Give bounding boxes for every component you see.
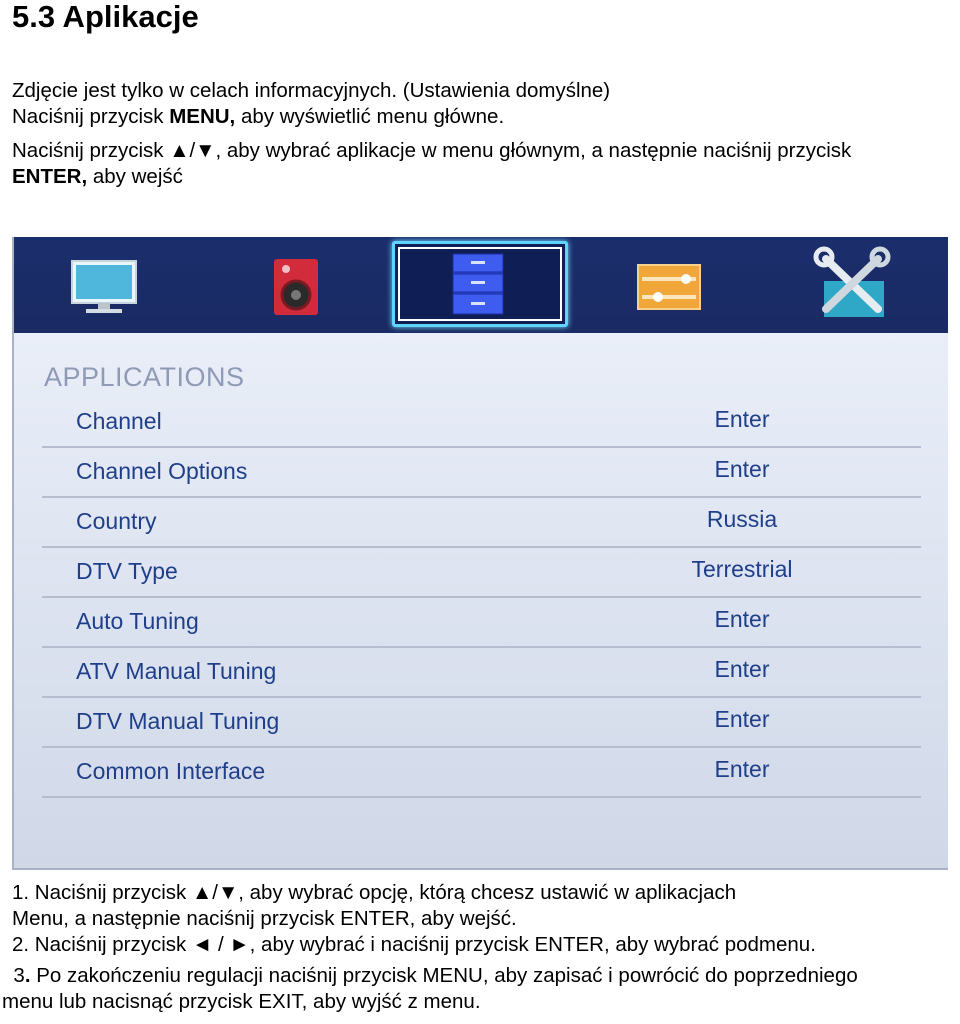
menu-item-channel[interactable]: [42, 396, 921, 448]
sliders-icon: [580, 237, 756, 333]
menu-item-value: Enter: [714, 456, 770, 482]
menu-item-country[interactable]: [42, 496, 921, 548]
menu-item-auto-tuning[interactable]: [42, 596, 921, 648]
menu-item-label: DTV Type: [76, 558, 178, 584]
menu-item-label: Channel: [76, 408, 162, 434]
intro-enter-key: ENTER,: [12, 165, 88, 188]
instruction-steps: [2, 880, 960, 1015]
tab-applications[interactable]: [392, 241, 568, 327]
menu-item-channel-options[interactable]: [42, 446, 921, 498]
intro-line-4: [12, 164, 958, 190]
tools-icon: [774, 237, 948, 333]
tab-sound[interactable]: [210, 237, 386, 333]
menu-item-value: Terrestrial: [691, 556, 793, 582]
intro-line-2: [12, 104, 958, 130]
menu-tab-bar: [14, 237, 948, 333]
tv-menu-screenshot: [12, 237, 948, 870]
menu-item-label: DTV Manual Tuning: [76, 708, 280, 734]
menu-item-value: Enter: [714, 756, 770, 782]
intro-text: [12, 78, 958, 190]
menu-item-label: Country: [76, 508, 157, 534]
intro-line-1: Zdjęcie jest tylko w celach informacyjnych. (Ustawienia domyślne): [12, 79, 611, 102]
step-2: 2. Naciśnij przycisk ◄ / ►, aby wybrać i naciśnij przycisk ENTER, aby wybrać podmenu.: [12, 933, 816, 956]
menu-item-label: Common Interface: [76, 758, 266, 784]
menu-item-label: Channel Options: [76, 458, 248, 484]
step-1-line-2: Menu, a następnie naciśnij przycisk ENTER, aby wejść.: [12, 907, 517, 930]
tab-picture[interactable]: [14, 237, 190, 333]
menu-item-value: Enter: [714, 656, 770, 682]
menu-item-value: Enter: [714, 606, 770, 632]
step-1-line-1: 1. Naciśnij przycisk ▲/▼, aby wybrać opcję, którą chcesz ustawić w aplikacjach: [12, 881, 737, 904]
menu-item-dtv-manual-tuning[interactable]: [42, 696, 921, 748]
step-3-line-1: [2, 963, 960, 989]
tv-icon: [14, 237, 190, 333]
menu-item-label: Auto Tuning: [76, 608, 199, 634]
menu-item-atv-manual-tuning[interactable]: [42, 646, 921, 698]
section-title: APPLICATIONS: [44, 362, 245, 392]
step-3-number: 3: [13, 964, 25, 987]
step-3-line-2: menu lub nacisnąć przycisk EXIT, aby wyjść z menu.: [2, 990, 481, 1013]
intro-line-4-post: aby wejść: [87, 165, 183, 188]
menu-item-common-interface[interactable]: [42, 746, 921, 798]
menu-item-value: Enter: [714, 406, 770, 432]
menu-item-value: Russia: [706, 506, 778, 532]
page-heading: 5.3 Aplikacje: [12, 0, 199, 34]
tab-settings[interactable]: [580, 237, 756, 333]
intro-menu-key: MENU,: [169, 105, 236, 128]
intro-line-3: Naciśnij przycisk ▲/▼, aby wybrać aplikacje w menu głównym, a następnie naciśnij przycisk: [12, 139, 852, 162]
step-3-text: Po zakończeniu regulacji naciśnij przycisk MENU, aby zapisać i powrócić do poprzedniego: [30, 964, 858, 987]
menu-item-dtv-type[interactable]: [42, 546, 921, 598]
menu-item-label: ATV Manual Tuning: [76, 658, 277, 684]
menu-item-value: Enter: [714, 706, 770, 732]
applications-icon: [395, 244, 565, 324]
speaker-icon: [210, 237, 386, 333]
tab-setup[interactable]: [774, 237, 948, 333]
intro-line-2-pre: Naciśnij przycisk: [12, 105, 170, 128]
intro-line-2-post: aby wyświetlić menu główne.: [235, 105, 505, 128]
step-3-dot: .: [24, 964, 31, 987]
